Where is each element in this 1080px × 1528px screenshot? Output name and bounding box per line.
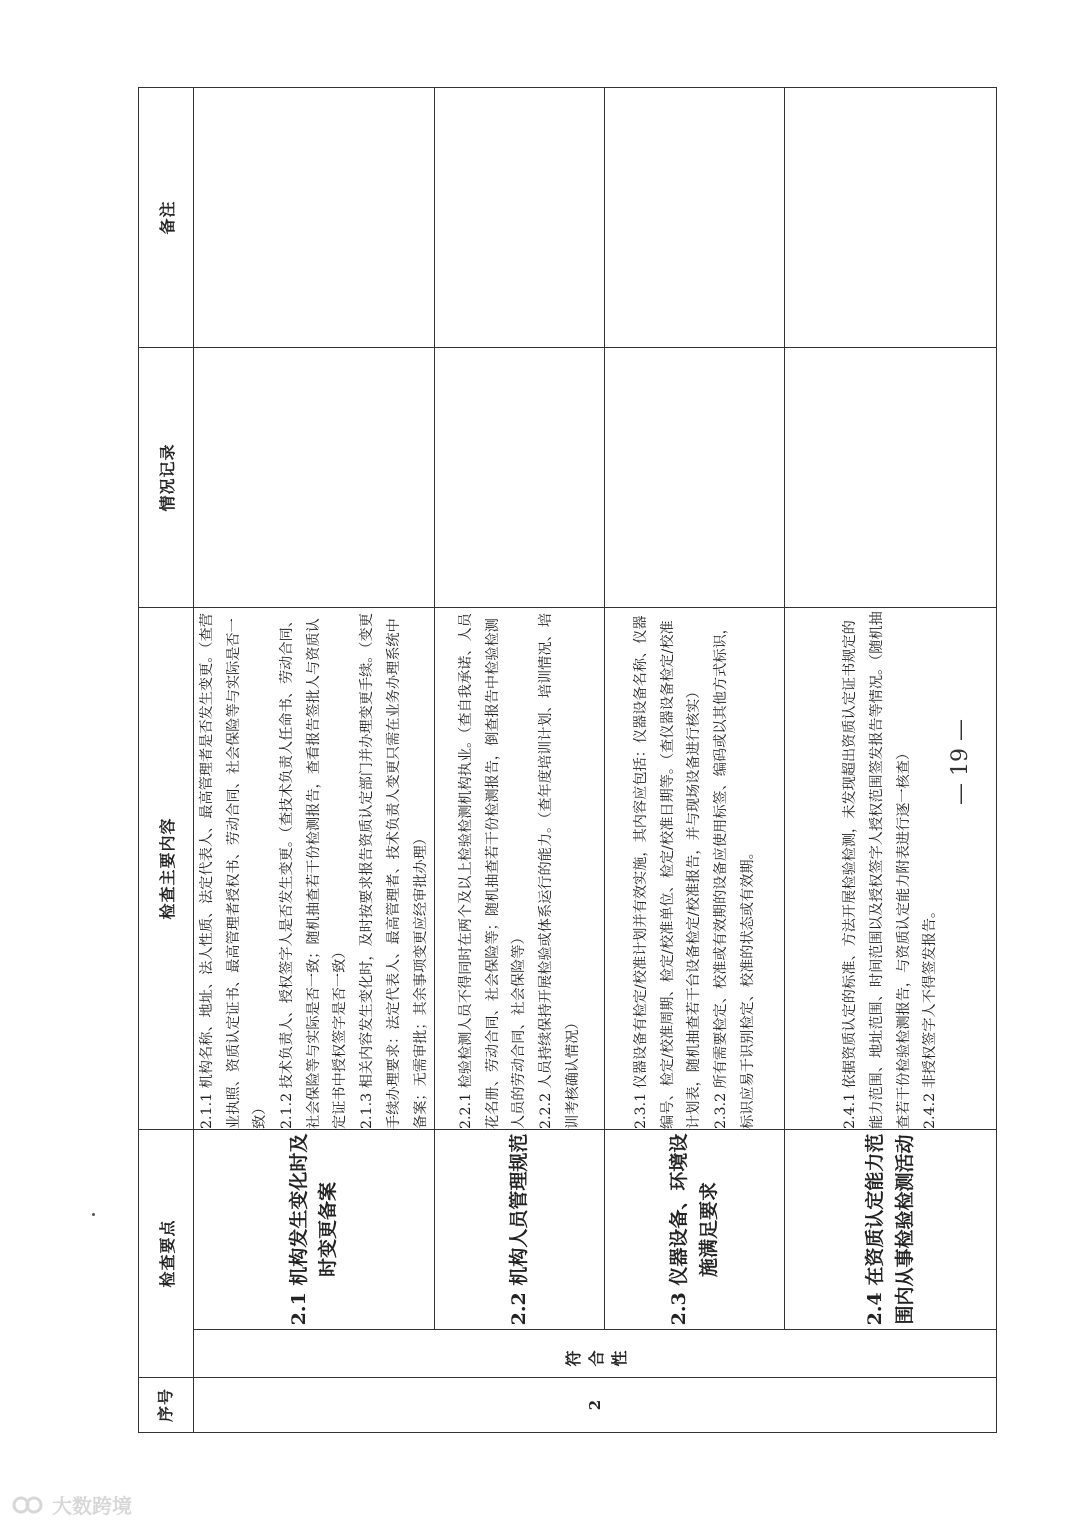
remark-cell (435, 87, 605, 347)
check-point: 2.3 仪器设备、环境设施满足要求 (605, 1129, 785, 1329)
rotated-inspection-table (138, 88, 941, 1433)
content-line: 2.3.2 所有需要检定、校准或有效期的设备应使用标签、编码或以其他方式标识，标识应易于识别检定、校准的状态或有效期。 (713, 620, 756, 1129)
header-seq: 序号 (139, 1378, 194, 1433)
header-point: 检查要点 (139, 1129, 194, 1377)
check-content (194, 607, 435, 1129)
inspection-table (138, 87, 997, 1433)
content-line: 2.1.1 机构名称、地址、法人性质、法定代表人、最高管理者是否发生变更。（查营业执照、资质认定证书、最高管理者授权书、劳动合同、社会保险等与实际是否一致） (199, 613, 269, 1129)
table-row (605, 87, 785, 1432)
remark-cell (785, 87, 997, 347)
record-cell (605, 347, 785, 607)
seq-number: 2 (194, 1378, 997, 1433)
content-line: 2.1.3 相关内容发生变化时，及时按要求报告资质认定部门并办理变更手续。（变更手续办理要求：法定代表人、最高管理者、技术负责人变更只需在业务办理系统中备案；无需审批；其余事项变更应经审批办理） (359, 613, 429, 1129)
scan-speck (92, 1213, 95, 1216)
check-point: 2.4 在资质认定能力范围内从事检验检测活动 (785, 1129, 997, 1329)
check-content (605, 607, 785, 1129)
check-point: 2.2 机构人员管理规范 (435, 1129, 605, 1329)
check-content (435, 607, 605, 1129)
header-remark: 备注 (139, 87, 194, 347)
table-row (194, 87, 435, 1432)
remark-cell (194, 87, 435, 347)
record-cell (194, 347, 435, 607)
content-line: 2.2.2 人员持续保持开展检验或体系运行的能力。（查年度培训计划、培训情况、培训考核确认情况） (538, 613, 581, 1129)
content-line: 2.4.2 非授权签字人不得签发报告。 (922, 903, 939, 1129)
table-row (435, 87, 605, 1432)
watermark-text: 大数跨境 (52, 1494, 132, 1518)
check-content (785, 607, 997, 1129)
category-label: 符合性 (194, 1330, 997, 1378)
check-point: 2.1 机构发生变化时及时变更备案 (194, 1129, 435, 1329)
remark-cell (605, 87, 785, 347)
record-cell (435, 347, 605, 607)
header-record: 情况记录 (139, 347, 194, 607)
page-number: — 19 — (948, 719, 973, 805)
watermark-logo-icon (12, 1493, 46, 1517)
record-cell (785, 347, 997, 607)
content-line: 2.3.1 仪器设备有检定/校准计划并有效实施，其内容应包括：仪器设备名称、仪器编号、检定/校准周期、检定/校准单位、检定/校准日期等。（查仪器设备检定/校准计划表，随机抽查若干台设备检定/校准报告，并与现场设备进行核实） (632, 615, 703, 1129)
content-line: 2.1.2 技术负责人、授权签字人是否发生变更。（查技术负责人任命书、劳动合同、社会保险等与实际是否一致；随机抽查若干份检测报告，查看报告签批人与资质认定证书中授权签字是否一致） (279, 613, 349, 1129)
content-line: 2.2.1 检验检测人员不得同时在两个及以上检验检测机构执业。（查自我承诺、人员花名册、劳动合同、社会保险等；随机抽查若干份检测报告，倒查报告中检验检测人员的劳动合同、社会保险等） (457, 613, 528, 1129)
content-line: 2.4.1 依据资质认定的标准、方法开展检验检测，未发现超出资质认定证书规定的能力范围、地址范围、时间范围以及授权签字人授权范围签发报告等情况。（随机抽查若干份检验检测报告，与资质认定能力附表进行逐一核查） (842, 611, 912, 1129)
watermark (12, 1490, 132, 1519)
header-content: 检查主要内容 (139, 607, 194, 1129)
header-row (139, 87, 194, 1432)
